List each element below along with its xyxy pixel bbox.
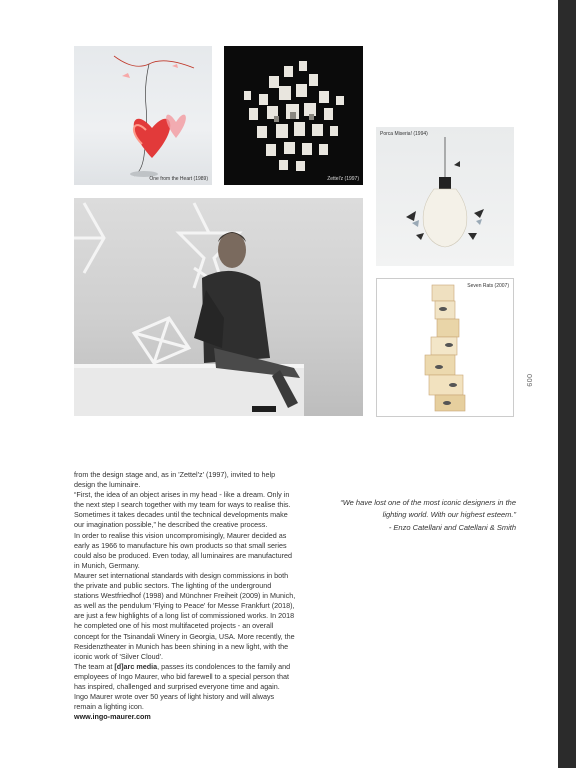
body-paragraph: Maurer set international standards with design commissions in both the private and public sectors. The lighting of the underground stations Westfriedhof (1998) and Münchner Freiheit (2009) in Munich, as well as the pendulum 'Flying to Peace' for Messe Frankfurt (2018), are just a few highlights of a long list of commissioned works. In 2018 he completed one of his most multifaceted projects - an overall concept for the Tsinandali Winery in Georgia, USA. More recently, the Residenztheater in Munich has been shining in a new light, with the iconic work of 'Silver Cloud'. (74, 570, 296, 661)
bulb-lamp-illustration (376, 127, 514, 266)
caption-zettelz: Zettel'z (1997) (327, 176, 359, 182)
brand-name: [d]arc media (114, 661, 158, 671)
caption-one-from-the-heart: One from the Heart (1989) (149, 176, 208, 182)
pull-quote: “We have lost one of the most iconic designers in the lighting world. With our highest esteem.” (340, 498, 516, 519)
quote-attribution: - Enzo Catellani and Catellani & Smith (388, 523, 516, 532)
body-paragraph: from the design stage and, as in 'Zettel'z' (1997), invited to help design the luminaire. (74, 470, 276, 490)
photo-porca-miseria (376, 127, 514, 266)
body-paragraph (74, 662, 296, 692)
caption-seven-rats: Seven Rats (2007) (467, 283, 509, 289)
zettelz-lamp-illustration (224, 46, 363, 185)
website-link[interactable]: www.ingo-maurer.com (74, 712, 151, 722)
heart-lamp-illustration (74, 46, 212, 185)
caption-porca-miseria: Porca Miseria! (1994) (380, 131, 428, 137)
body-paragraph: In order to realise this vision uncompromisingly, Maurer decided as early as 1966 to manufacture his own products so that small series could also be produced. Even today, all luminaires are manufactured in Munich, Germany. (74, 530, 293, 570)
article-body (74, 470, 296, 722)
portrait-illustration (74, 198, 363, 416)
photo-zettelz (224, 46, 363, 185)
photo-seven-rats (376, 278, 514, 417)
body-text-span: The team at (74, 661, 115, 671)
seven-rats-lamp-illustration (377, 279, 513, 416)
body-text-span: , passes its condolences to the family and employees of Ingo Maurer, who bid farewell to a special person that has inspired, challenged and surprised everyone time and again. (74, 661, 291, 691)
page-number: 009 (525, 374, 532, 388)
body-paragraph: Ingo Maurer wrote over 50 years of light history and will always remain a lighting icon. (74, 692, 275, 712)
photo-ingo-maurer-portrait (74, 198, 363, 416)
photo-one-from-the-heart (74, 46, 212, 185)
body-paragraph: “First, the idea of an object arises in my head - like a dream. Only in the next step I search together with my team for ways to realise this. Sometimes it takes decades until the technical developments make our imagination possible,” he described the creative process. (74, 490, 291, 530)
